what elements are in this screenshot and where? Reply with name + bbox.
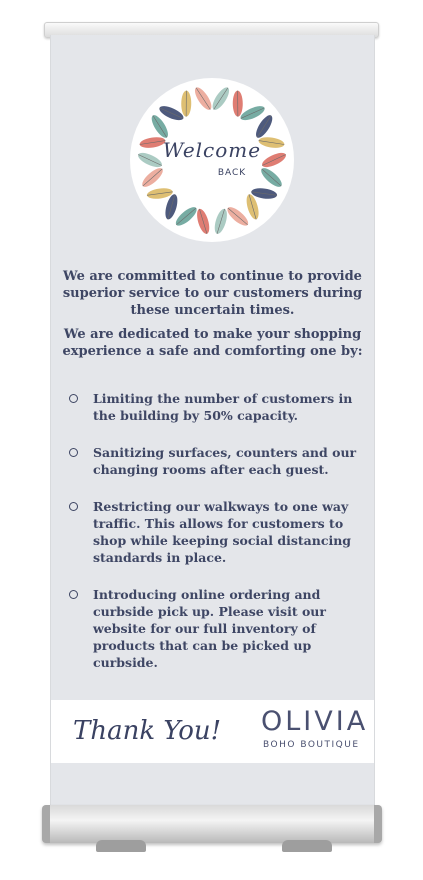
list-item (69, 586, 364, 671)
welcome-title: Welcome (162, 138, 262, 162)
welcome-subtitle: BACK (217, 168, 247, 178)
welcome-back-logo (130, 78, 294, 242)
list-item (69, 444, 364, 478)
base-end-cap (374, 805, 382, 843)
footer-band (51, 700, 374, 763)
stand-foot (282, 840, 332, 852)
brand-logo-name: OLIVIA (261, 706, 369, 737)
safety-measures-list (69, 390, 364, 691)
list-item-text: Sanitizing surfaces, counters and our changing rooms after each guest. (93, 445, 357, 477)
list-item (69, 498, 364, 566)
list-item-text: Limiting the number of customers in the building by 50% capacity. (93, 391, 353, 423)
base-end-cap (42, 805, 50, 843)
list-item-text: Restricting our walkways to one way traffic. This allows for customers to shop while keeping social distancing standards in place. (93, 499, 352, 565)
list-item-text: Introducing online ordering and curbside pick up. Please visit our website for our full inventory of products that can be picked up curbside. (93, 587, 326, 670)
banner-stand-base (42, 805, 382, 843)
circle-bullet-icon (69, 590, 78, 599)
circle-bullet-icon (69, 502, 78, 511)
stand-foot (96, 840, 146, 852)
intro-paragraph-1: We are committed to continue to provide superior service to our customers during these uncertain times. (62, 269, 363, 318)
circle-bullet-icon (69, 448, 78, 457)
thank-you-text: Thank You! (73, 716, 222, 746)
list-item (69, 390, 364, 424)
brand-logo-subtitle: BOHO BOUTIQUE (263, 740, 360, 750)
circle-bullet-icon (69, 394, 78, 403)
rollup-banner (50, 35, 375, 805)
intro-paragraph-2: We are dedicated to make your shopping experience a safe and comforting one by: (62, 327, 363, 359)
